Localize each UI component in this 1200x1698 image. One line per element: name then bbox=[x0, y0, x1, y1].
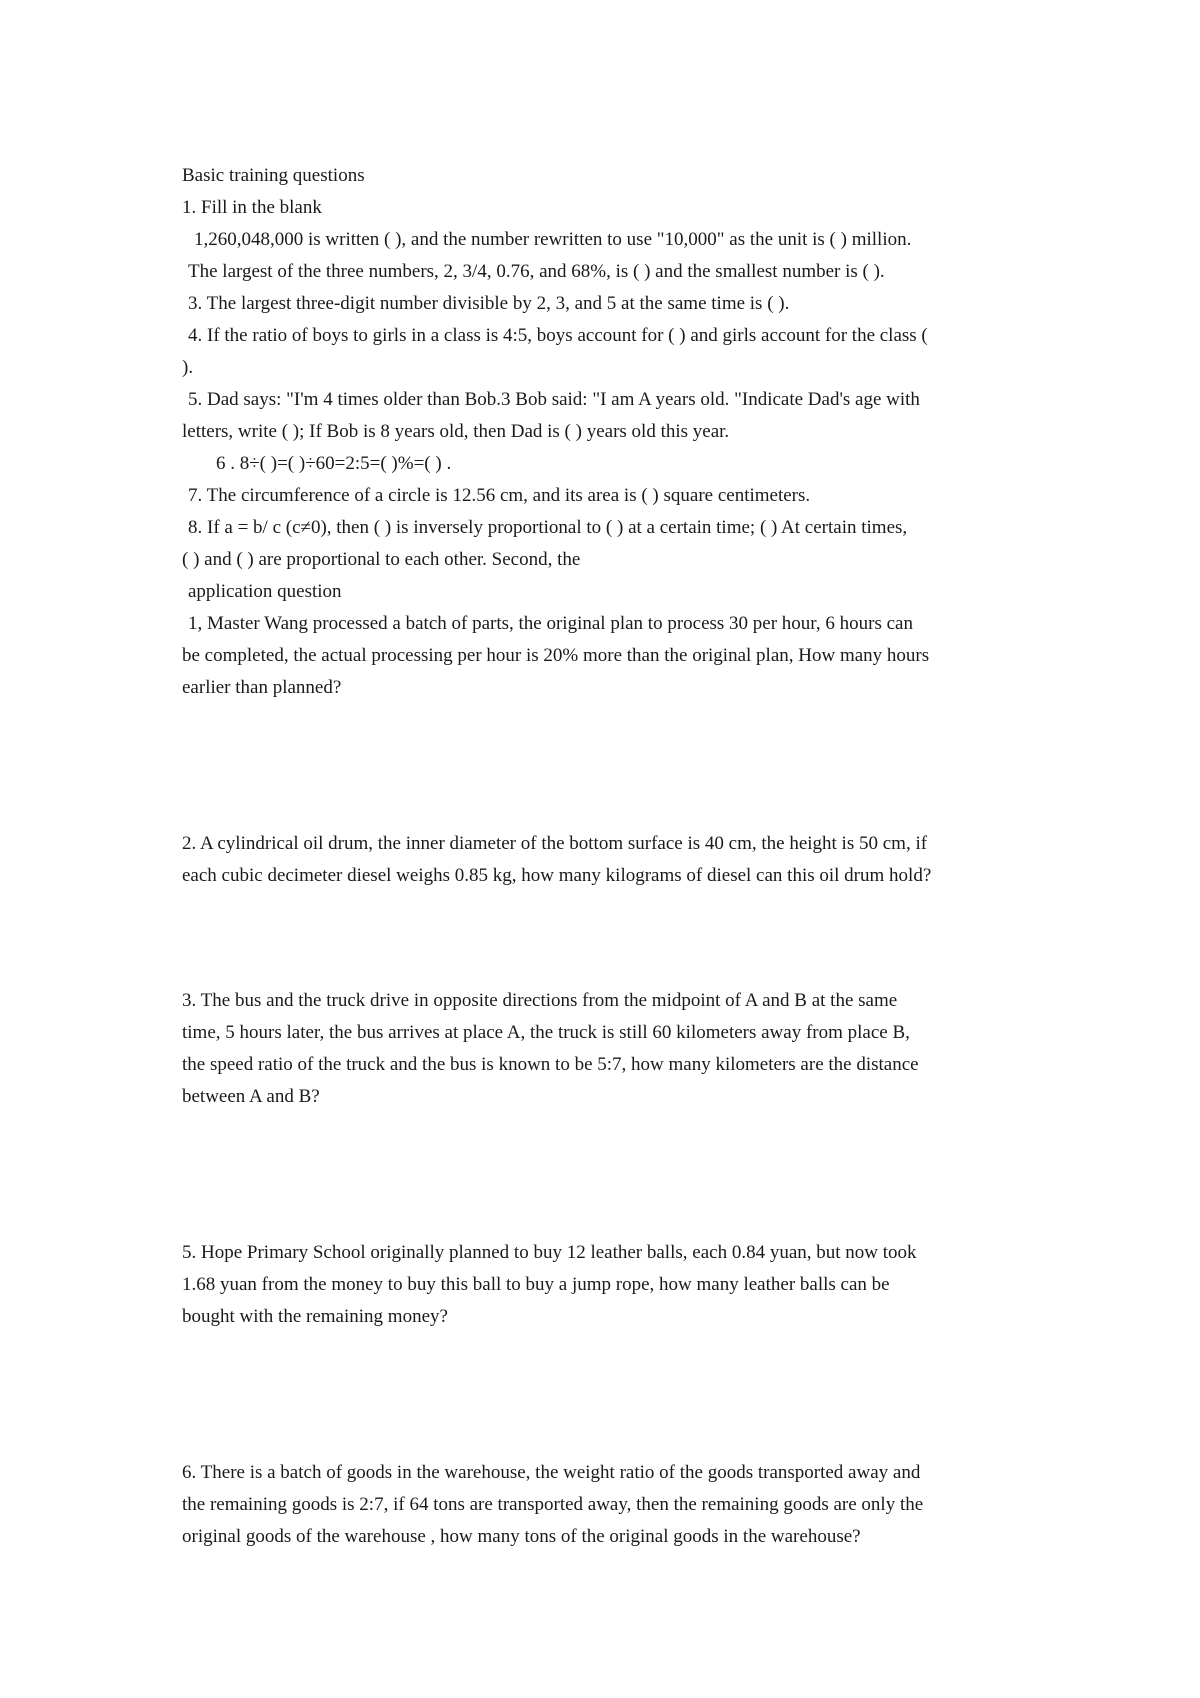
fill-blank-q5-line1: 5. Dad says: "I'm 4 times older than Bob.3 Bob said: "I am A years old. "Indicate Dad's age with bbox=[188, 389, 920, 410]
fill-blank-q4-line2: ). bbox=[182, 357, 194, 378]
application-q5-line1: 5. Hope Primary School originally planned to buy 12 leather balls, each 0.84 yuan, but now took bbox=[182, 1242, 917, 1263]
application-q3-line2: time, 5 hours later, the bus arrives at place A, the truck is still 60 kilometers away from place B, bbox=[182, 1022, 910, 1043]
application-q5-line3: bought with the remaining money? bbox=[182, 1306, 448, 1327]
fill-blank-q2: The largest of the three numbers, 2, 3/4, 0.76, and 68%, is ( ) and the smallest number is ( ). bbox=[188, 261, 885, 282]
application-q1-line3: earlier than planned? bbox=[182, 677, 342, 698]
application-q2-line1: 2. A cylindrical oil drum, the inner diameter of the bottom surface is 40 cm, the height is 50 cm, if bbox=[182, 833, 928, 854]
fill-blank-q6: 6 . 8÷( )=( )÷60=2:5=( )%=( ) . bbox=[216, 453, 452, 474]
application-q3-line3: the speed ratio of the truck and the bus is known to be 5:7, how many kilometers are the distance bbox=[182, 1054, 919, 1075]
application-q1-line1: 1, Master Wang processed a batch of parts, the original plan to process 30 per hour, 6 hours can bbox=[188, 613, 913, 634]
answer-space-4 bbox=[182, 1333, 1030, 1457]
document-heading: Basic training questions bbox=[182, 165, 365, 186]
section-application-title: application question bbox=[188, 581, 342, 602]
application-q1-line2: be completed, the actual processing per hour is 20% more than the original plan, How many hours bbox=[182, 645, 930, 666]
application-q3-line4: between A and B? bbox=[182, 1086, 320, 1107]
fill-blank-q5-line2: letters, write ( ); If Bob is 8 years old, then Dad is ( ) years old this year. bbox=[182, 421, 730, 442]
application-q6-line1: 6. There is a batch of goods in the warehouse, the weight ratio of the goods transported away and bbox=[182, 1462, 921, 1483]
application-q3-line1: 3. The bus and the truck drive in opposite directions from the midpoint of A and B at the same bbox=[182, 990, 898, 1011]
document-body bbox=[182, 160, 1030, 1553]
fill-blank-q3: 3. The largest three-digit number divisible by 2, 3, and 5 at the same time is ( ). bbox=[188, 293, 790, 314]
answer-space-3 bbox=[182, 1113, 1030, 1237]
section-fill-in-blank-title: 1. Fill in the blank bbox=[182, 197, 322, 218]
fill-blank-q4-line1: 4. If the ratio of boys to girls in a class is 4:5, boys account for ( ) and girls account for the class ( bbox=[188, 325, 928, 346]
application-q6-line3: original goods of the warehouse , how many tons of the original goods in the warehouse? bbox=[182, 1526, 861, 1547]
fill-blank-q8-line1: 8. If a = b/ c (c≠0), then ( ) is inversely proportional to ( ) at a certain time; ( ) At certain times, bbox=[188, 517, 908, 538]
application-q5-line2: 1.68 yuan from the money to buy this ball to buy a jump rope, how many leather balls can be bbox=[182, 1274, 890, 1295]
answer-space-1 bbox=[182, 704, 1030, 828]
fill-blank-q7: 7. The circumference of a circle is 12.56 cm, and its area is ( ) square centimeters. bbox=[188, 485, 811, 506]
application-q2-line2: each cubic decimeter diesel weighs 0.85 kg, how many kilograms of diesel can this oil drum hold? bbox=[182, 865, 932, 886]
fill-blank-q1: 1,260,048,000 is written ( ), and the number rewritten to use "10,000" as the unit is ( ) million. bbox=[194, 229, 912, 250]
answer-space-2 bbox=[182, 892, 1030, 985]
fill-blank-q8-line2: ( ) and ( ) are proportional to each other. Second, the bbox=[182, 549, 581, 570]
application-q6-line2: the remaining goods is 2:7, if 64 tons are transported away, then the remaining goods are only the bbox=[182, 1494, 924, 1515]
